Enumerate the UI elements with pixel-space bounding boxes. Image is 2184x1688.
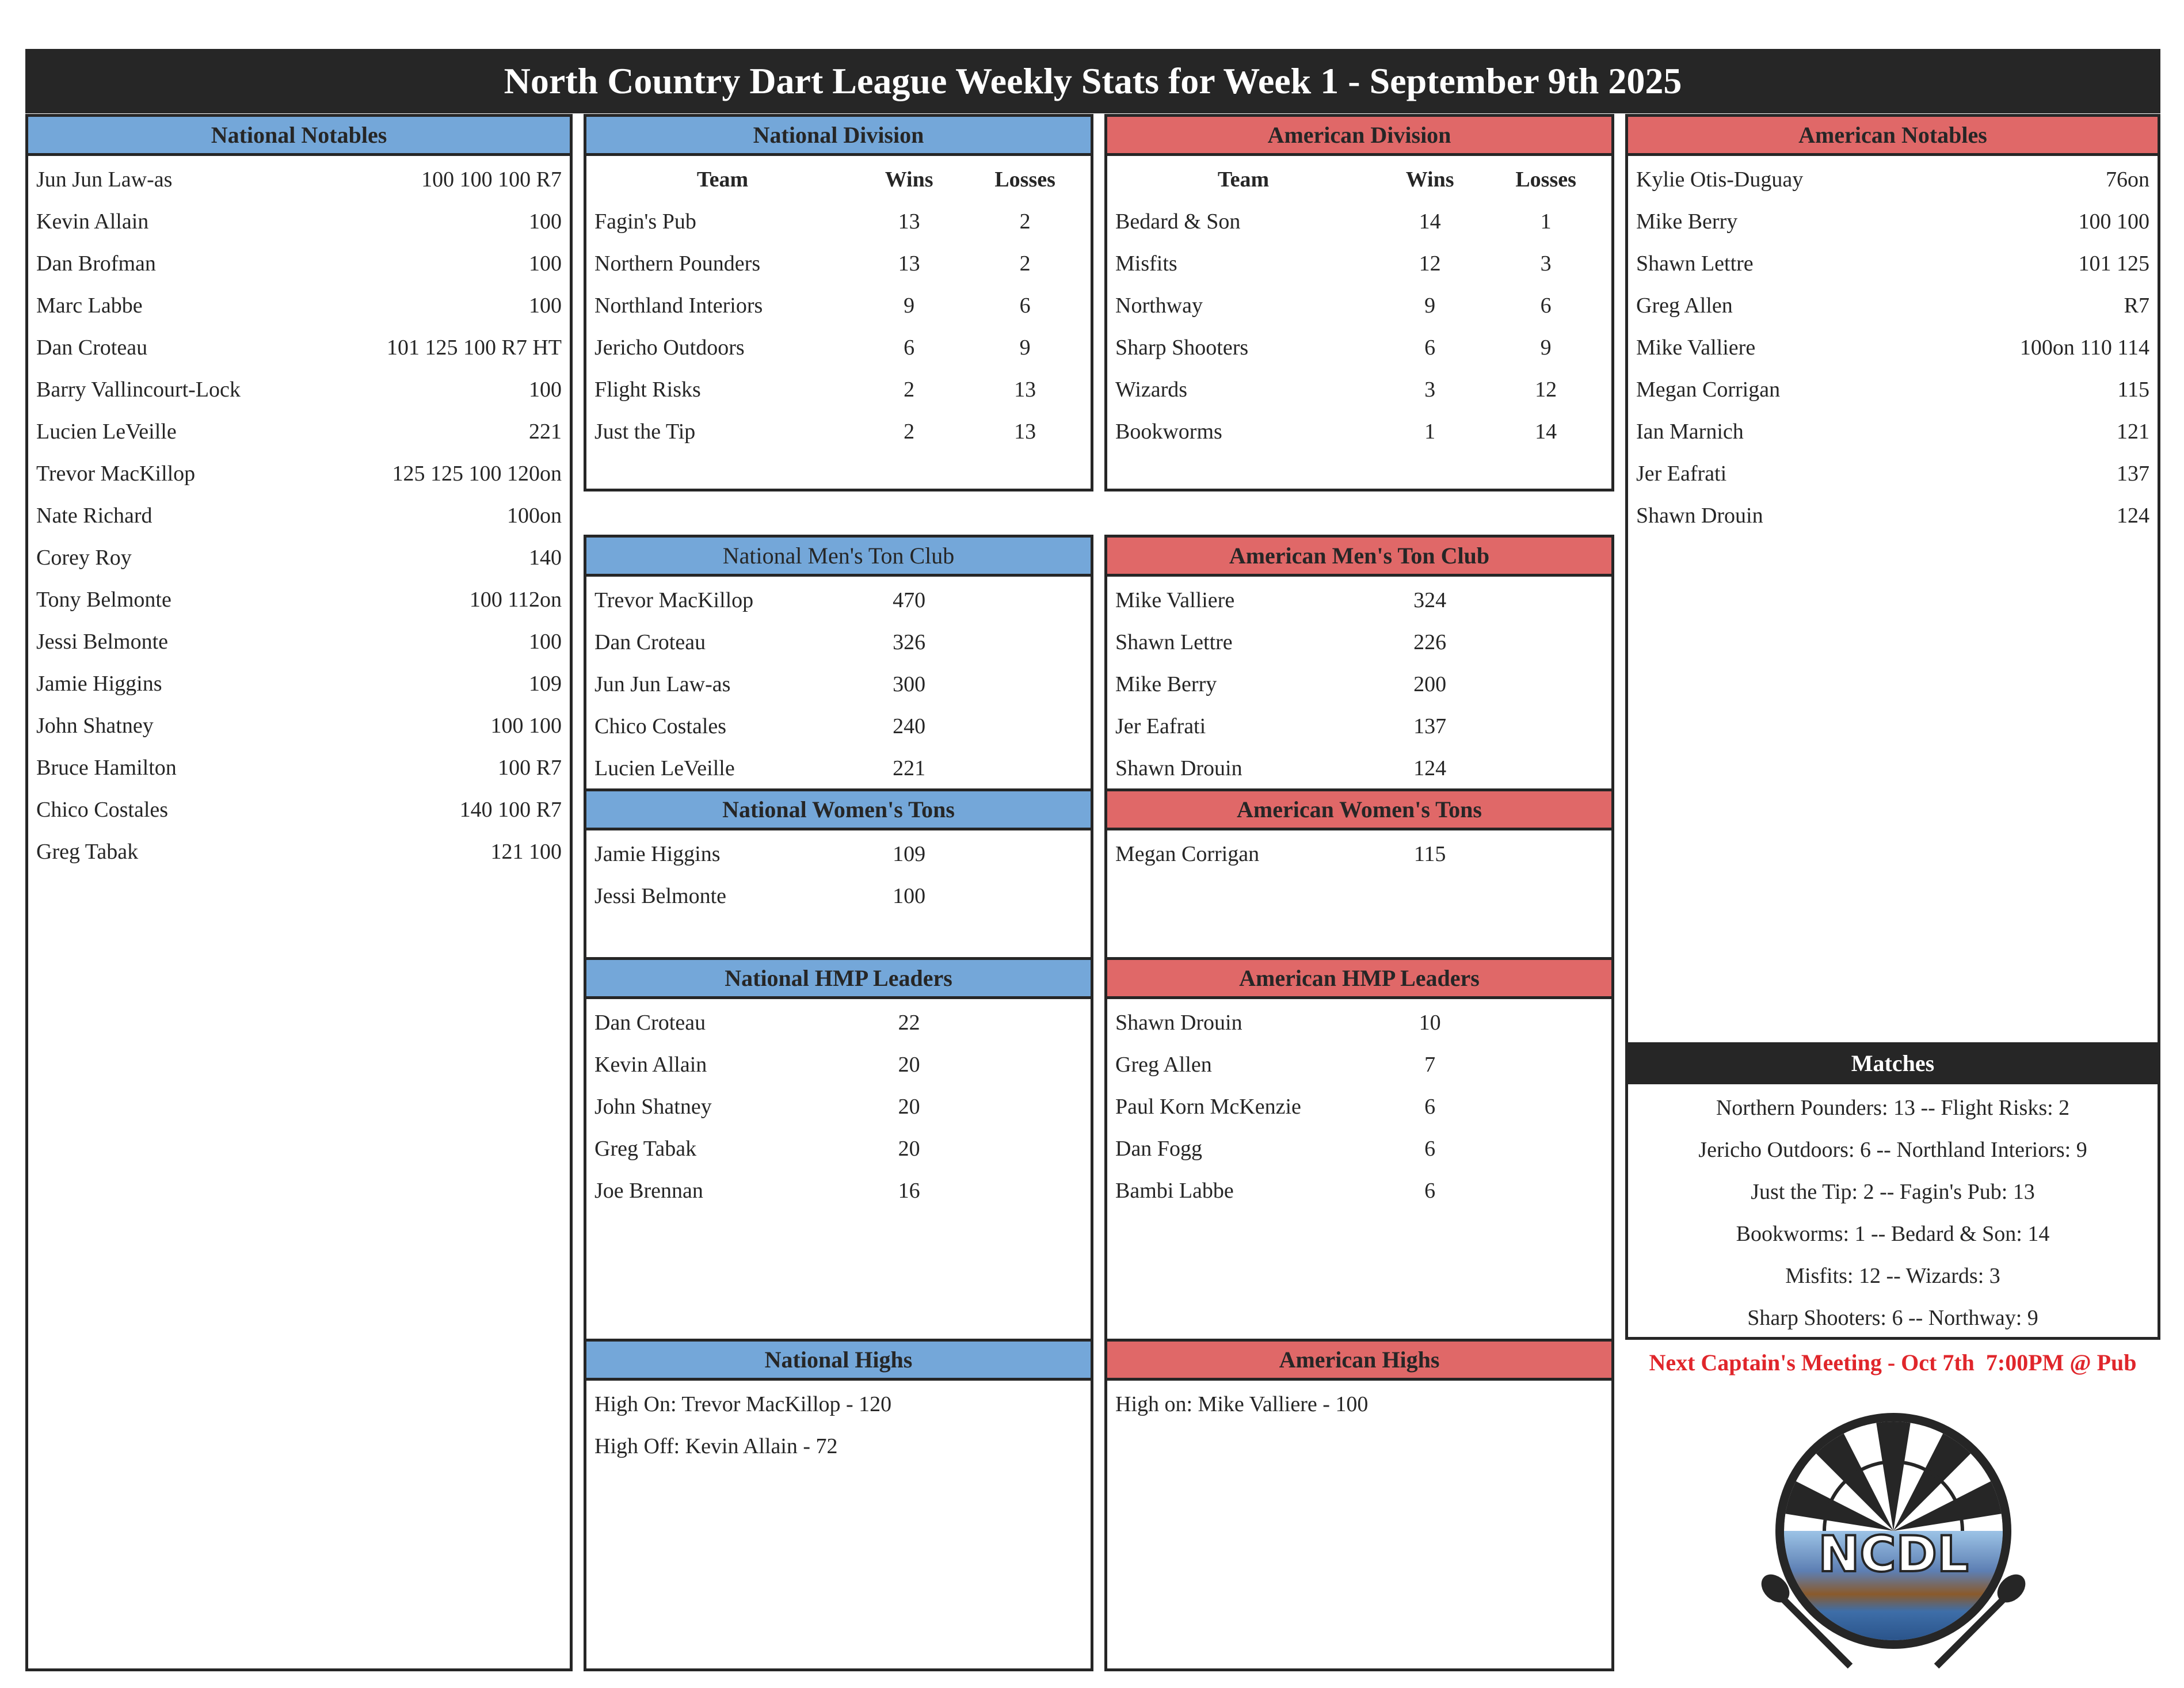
list-item	[28, 620, 570, 662]
player-name: Dan Brofman	[36, 251, 156, 276]
column-header: Team	[696, 167, 749, 192]
list-item	[1107, 705, 1611, 747]
player-value: 200	[1413, 672, 1447, 696]
player-name: Jer Eafrati	[1115, 714, 1206, 738]
list-item	[586, 833, 1091, 875]
list-item	[1628, 200, 2158, 242]
player-value: 6	[1424, 1094, 1436, 1119]
national-mens-ton-club-rows	[586, 577, 1091, 789]
player-value: 100	[893, 883, 926, 908]
player-stats: 109	[529, 671, 562, 696]
player-stats: 100	[529, 209, 562, 234]
table-row	[1107, 368, 1611, 410]
national-highs-rows	[586, 1381, 1091, 1467]
match-result	[1628, 1171, 2158, 1213]
match-result	[1628, 1129, 2158, 1171]
list-item	[1107, 1169, 1611, 1211]
player-name: Jessi Belmonte	[594, 883, 727, 908]
page-title: North Country Dart League Weekly Stats for Week 1 - September 9th 2025	[25, 49, 2160, 113]
line-text: High On: Trevor MacKillop - 120	[594, 1392, 892, 1416]
list-item	[1628, 368, 2158, 410]
list-item	[1107, 1043, 1611, 1085]
player-stats: 101 125 100 R7 HT	[387, 335, 562, 360]
table-header-row	[1107, 158, 1611, 200]
team-name: Fagin's Pub	[594, 209, 696, 234]
player-stats: 221	[529, 419, 562, 444]
list-item	[586, 663, 1091, 705]
national-hmp-leaders-rows	[586, 999, 1091, 1211]
american-notables-rows	[1628, 156, 2158, 536]
player-stats: 100 R7	[498, 755, 562, 780]
national-womens-tons-panel	[584, 788, 1093, 960]
list-item	[1107, 747, 1611, 789]
player-value: 137	[1413, 714, 1447, 738]
player-name: Dan Croteau	[594, 630, 706, 654]
american-notables-panel	[1625, 114, 2160, 1045]
column-header: Losses	[1515, 167, 1576, 192]
national-hmp-leaders-header: National HMP Leaders	[586, 960, 1091, 999]
national-womens-tons-header: National Women's Tons	[586, 791, 1091, 830]
list-item	[1107, 621, 1611, 663]
team-losses: 13	[1014, 377, 1036, 402]
player-stats: 100	[529, 629, 562, 654]
player-name: John Shatney	[36, 713, 154, 738]
high-score-line	[1107, 1383, 1611, 1425]
captains-meeting-notice: Next Captain's Meeting - Oct 7th 7:00PM @ Pub	[1649, 1350, 2137, 1375]
player-name: Corey Roy	[36, 545, 132, 570]
list-item	[1107, 579, 1611, 621]
table-row	[586, 284, 1091, 326]
line-text: Jericho Outdoors: 6 -- Northland Interiors: 9	[1698, 1137, 2087, 1162]
national-division-header: National Division	[586, 117, 1091, 156]
list-item	[1107, 1085, 1611, 1127]
logo-text: NCDL	[1818, 1526, 1969, 1583]
list-item	[1628, 326, 2158, 368]
player-value: 109	[893, 841, 926, 866]
player-name: Tony Belmonte	[36, 587, 171, 612]
player-name: Lucien LeVeille	[36, 419, 177, 444]
player-name: Megan Corrigan	[1115, 841, 1260, 866]
table-row	[586, 242, 1091, 284]
team-losses: 2	[1019, 209, 1031, 234]
american-hmp-leaders-panel	[1104, 957, 1614, 1342]
team-wins: 6	[1424, 335, 1436, 360]
table-row	[1107, 410, 1611, 452]
list-item	[28, 326, 570, 368]
american-hmp-leaders-header: American HMP Leaders	[1107, 960, 1611, 999]
team-name: Flight Risks	[594, 377, 701, 402]
list-item	[586, 579, 1091, 621]
player-name: Bambi Labbe	[1115, 1178, 1234, 1203]
team-name: Bookworms	[1115, 419, 1222, 444]
player-name: Trevor MacKillop	[36, 461, 196, 486]
matches-rows	[1628, 1084, 2158, 1339]
player-stats: 100 100	[490, 713, 562, 738]
american-mens-ton-club-rows	[1107, 577, 1611, 789]
national-notables-header: National Notables	[28, 117, 570, 156]
player-value: 6	[1424, 1178, 1436, 1203]
player-value: 10	[1419, 1010, 1441, 1035]
player-value: 20	[898, 1136, 920, 1161]
team-losses: 12	[1535, 377, 1557, 402]
list-item	[1107, 1127, 1611, 1169]
team-wins: 2	[904, 377, 915, 402]
table-row	[586, 410, 1091, 452]
line-text: High on: Mike Valliere - 100	[1115, 1392, 1369, 1416]
player-stats: 100	[529, 293, 562, 318]
player-value: 20	[898, 1094, 920, 1119]
column-header: Team	[1217, 167, 1270, 192]
american-mens-ton-club-panel	[1104, 535, 1614, 791]
national-notables-rows	[28, 156, 570, 872]
player-name: Barry Vallincourt-Lock	[36, 377, 241, 402]
list-item	[586, 747, 1091, 789]
match-result	[1628, 1297, 2158, 1339]
player-name: Shawn Lettre	[1115, 630, 1233, 654]
line-text: Bookworms: 1 -- Bedard & Son: 14	[1736, 1221, 2050, 1246]
player-name: Jamie Higgins	[594, 841, 721, 866]
player-stats: 76on	[2106, 167, 2149, 192]
list-item	[28, 578, 570, 620]
player-name: Kevin Allain	[594, 1052, 707, 1077]
list-item	[1628, 452, 2158, 494]
list-item	[28, 284, 570, 326]
player-value: 300	[893, 672, 926, 696]
player-name: Jun Jun Law-as	[36, 167, 173, 192]
player-name: Jer Eafrati	[1636, 461, 1727, 486]
player-name: Marc Labbe	[36, 293, 143, 318]
table-row	[586, 326, 1091, 368]
team-wins: 3	[1424, 377, 1436, 402]
list-item	[1628, 158, 2158, 200]
team-losses: 2	[1019, 251, 1031, 276]
list-item	[1107, 663, 1611, 705]
player-name: Lucien LeVeille	[594, 756, 735, 780]
list-item	[586, 1127, 1091, 1169]
list-item	[1628, 242, 2158, 284]
list-item	[28, 200, 570, 242]
player-value: 115	[1413, 841, 1446, 866]
american-division-rows	[1107, 156, 1611, 452]
player-name: Mike Valliere	[1115, 588, 1235, 612]
player-name: Dan Croteau	[594, 1010, 706, 1035]
player-name: Bruce Hamilton	[36, 755, 177, 780]
player-value: 7	[1424, 1052, 1436, 1077]
list-item	[586, 1169, 1091, 1211]
player-stats: 140	[529, 545, 562, 570]
list-item	[28, 536, 570, 578]
team-losses: 6	[1540, 293, 1552, 318]
matches-panel	[1625, 1042, 2160, 1340]
player-stats: 100 112on	[469, 587, 562, 612]
player-name: Joe Brennan	[594, 1178, 703, 1203]
team-losses: 14	[1535, 419, 1557, 444]
player-name: Ian Marnich	[1636, 419, 1744, 444]
line-text: Northern Pounders: 13 -- Flight Risks: 2	[1716, 1095, 2070, 1120]
list-item	[28, 746, 570, 788]
player-name: Dan Fogg	[1115, 1136, 1202, 1161]
team-name: Sharp Shooters	[1115, 335, 1249, 360]
list-item	[1628, 284, 2158, 326]
table-row	[586, 368, 1091, 410]
player-name: Greg Tabak	[36, 839, 139, 864]
player-stats: R7	[2124, 293, 2149, 318]
american-highs-header: American Highs	[1107, 1342, 1611, 1381]
american-notables-header: American Notables	[1628, 117, 2158, 156]
player-name: John Shatney	[594, 1094, 712, 1119]
player-name: Paul Korn McKenzie	[1115, 1094, 1301, 1119]
national-highs-panel	[584, 1339, 1093, 1671]
player-stats: 100on 110 114	[2019, 335, 2149, 360]
player-name: Shawn Lettre	[1636, 251, 1754, 276]
line-text: Sharp Shooters: 6 -- Northway: 9	[1747, 1305, 2038, 1330]
player-stats: 121 100	[490, 839, 562, 864]
national-highs-header: National Highs	[586, 1342, 1091, 1381]
national-hmp-leaders-panel	[584, 957, 1093, 1342]
team-losses: 13	[1014, 419, 1036, 444]
team-name: Wizards	[1115, 377, 1188, 402]
list-item	[586, 705, 1091, 747]
line-text: Just the Tip: 2 -- Fagin's Pub: 13	[1751, 1179, 2035, 1204]
player-stats: 100	[529, 377, 562, 402]
list-item	[28, 662, 570, 704]
team-wins: 14	[1419, 209, 1441, 234]
list-item	[586, 621, 1091, 663]
table-row	[1107, 242, 1611, 284]
list-item	[586, 1001, 1091, 1043]
american-highs-rows	[1107, 1381, 1611, 1425]
table-row	[1107, 200, 1611, 242]
list-item	[586, 1085, 1091, 1127]
team-losses: 9	[1019, 335, 1031, 360]
team-wins: 13	[898, 251, 920, 276]
team-losses: 3	[1540, 251, 1552, 276]
player-name: Nate Richard	[36, 503, 153, 528]
team-wins: 13	[898, 209, 920, 234]
american-division-panel	[1104, 114, 1614, 491]
player-stats: 137	[2117, 461, 2149, 486]
player-name: Shawn Drouin	[1115, 756, 1242, 780]
player-name: Kylie Otis-Duguay	[1636, 167, 1804, 192]
line-text: High Off: Kevin Allain - 72	[594, 1434, 838, 1458]
team-wins: 6	[904, 335, 915, 360]
team-name: Northway	[1115, 293, 1203, 318]
player-stats: 100 100	[2078, 209, 2149, 234]
list-item	[586, 875, 1091, 917]
list-item	[28, 158, 570, 200]
player-value: 324	[1413, 588, 1447, 612]
player-value: 20	[898, 1052, 920, 1077]
list-item	[1107, 1001, 1611, 1043]
player-name: Greg Allen	[1636, 293, 1733, 318]
player-name: Jamie Higgins	[36, 671, 162, 696]
match-result	[1628, 1255, 2158, 1297]
table-row	[586, 200, 1091, 242]
team-losses: 6	[1019, 293, 1031, 318]
player-name: Chico Costales	[36, 797, 169, 822]
high-score-line	[586, 1383, 1091, 1425]
ncdl-logo	[1750, 1399, 2037, 1675]
player-name: Greg Tabak	[594, 1136, 697, 1161]
list-item	[28, 494, 570, 536]
table-row	[1107, 326, 1611, 368]
player-stats: 124	[2117, 503, 2149, 528]
player-value: 221	[893, 756, 926, 780]
national-notables-panel	[25, 114, 573, 1671]
player-value: 240	[893, 714, 926, 738]
national-division-rows	[586, 156, 1091, 452]
player-value: 326	[893, 630, 926, 654]
team-name: Bedard & Son	[1115, 209, 1241, 234]
player-name: Kevin Allain	[36, 209, 149, 234]
team-wins: 9	[1424, 293, 1436, 318]
list-item	[28, 452, 570, 494]
list-item	[1628, 494, 2158, 536]
american-womens-tons-panel	[1104, 788, 1614, 960]
player-stats: 125 125 100 120on	[392, 461, 562, 486]
player-name: Shawn Drouin	[1115, 1010, 1242, 1035]
player-stats: 100 100 100 R7	[421, 167, 562, 192]
national-womens-tons-rows	[586, 830, 1091, 917]
table-row	[1107, 284, 1611, 326]
list-item	[28, 242, 570, 284]
player-stats: 101 125	[2078, 251, 2149, 276]
team-wins: 1	[1424, 419, 1436, 444]
team-wins: 9	[904, 293, 915, 318]
player-name: Jessi Belmonte	[36, 629, 169, 654]
player-value: 22	[898, 1010, 920, 1035]
player-name: Megan Corrigan	[1636, 377, 1781, 402]
player-value: 470	[893, 588, 926, 612]
list-item	[28, 368, 570, 410]
national-mens-ton-club-panel	[584, 535, 1093, 791]
high-score-line	[586, 1425, 1091, 1467]
player-value: 16	[898, 1178, 920, 1203]
national-division-panel	[584, 114, 1093, 491]
american-division-header: American Division	[1107, 117, 1611, 156]
player-value: 226	[1413, 630, 1447, 654]
player-name: Greg Allen	[1115, 1052, 1212, 1077]
match-result	[1628, 1087, 2158, 1129]
matches-header: Matches	[1628, 1045, 2158, 1084]
american-hmp-leaders-rows	[1107, 999, 1611, 1211]
team-name: Just the Tip	[594, 419, 696, 444]
column-header: Losses	[994, 167, 1055, 192]
player-name: Mike Valliere	[1636, 335, 1756, 360]
player-stats: 140 100 R7	[459, 797, 562, 822]
list-item	[28, 830, 570, 872]
player-name: Shawn Drouin	[1636, 503, 1763, 528]
player-value: 124	[1413, 756, 1447, 780]
list-item	[28, 704, 570, 746]
player-stats: 121	[2117, 419, 2149, 444]
column-header: Wins	[1405, 167, 1454, 192]
list-item	[28, 788, 570, 830]
list-item	[1107, 833, 1611, 875]
player-name: Dan Croteau	[36, 335, 148, 360]
player-value: 6	[1424, 1136, 1436, 1161]
team-losses: 1	[1540, 209, 1552, 234]
american-highs-panel	[1104, 1339, 1614, 1671]
player-name: Mike Berry	[1636, 209, 1738, 234]
player-name: Chico Costales	[594, 714, 727, 738]
american-mens-ton-club-header: American Men's Ton Club	[1107, 538, 1611, 577]
team-name: Northland Interiors	[594, 293, 763, 318]
team-losses: 9	[1540, 335, 1552, 360]
list-item	[1628, 410, 2158, 452]
match-result	[1628, 1213, 2158, 1255]
player-name: Mike Berry	[1115, 672, 1217, 696]
list-item	[28, 410, 570, 452]
column-header: Wins	[885, 167, 933, 192]
national-mens-ton-club-header: National Men's Ton Club	[586, 538, 1091, 577]
team-name: Jericho Outdoors	[594, 335, 745, 360]
team-name: Misfits	[1115, 251, 1177, 276]
team-name: Northern Pounders	[594, 251, 761, 276]
team-wins: 12	[1419, 251, 1441, 276]
table-header-row	[586, 158, 1091, 200]
player-stats: 115	[2117, 377, 2149, 402]
american-womens-tons-rows	[1107, 830, 1611, 875]
player-name: Trevor MacKillop	[594, 588, 754, 612]
list-item	[586, 1043, 1091, 1085]
player-name: Jun Jun Law-as	[594, 672, 731, 696]
american-womens-tons-header: American Women's Tons	[1107, 791, 1611, 830]
player-stats: 100	[529, 251, 562, 276]
player-stats: 100on	[507, 503, 562, 528]
team-wins: 2	[904, 419, 915, 444]
line-text: Misfits: 12 -- Wizards: 3	[1785, 1263, 2000, 1288]
